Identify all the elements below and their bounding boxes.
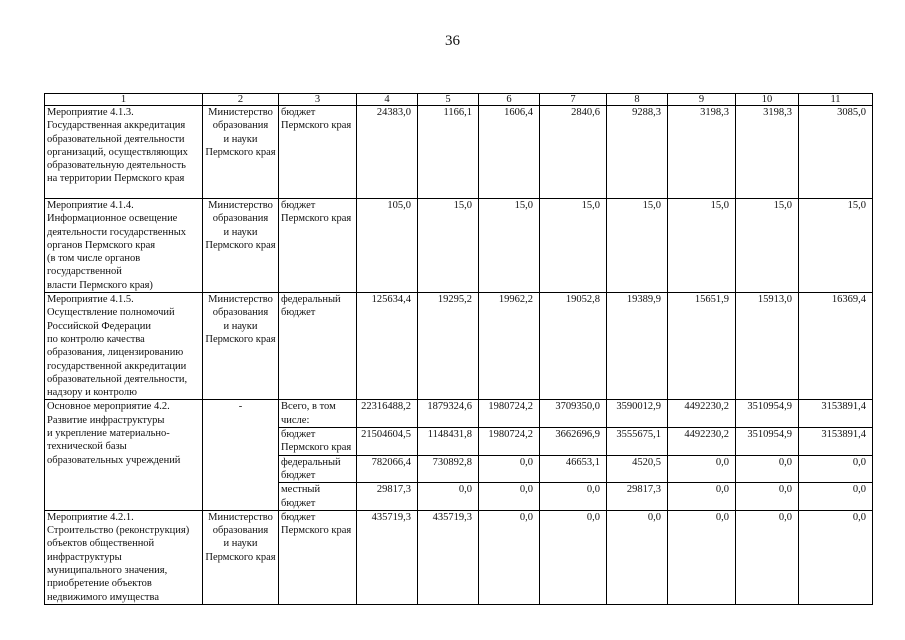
header-cell: 9 [668, 94, 736, 106]
activity-name-cell: Мероприятие 4.1.3. Государственная аккредитация образовательной деятельности организаций, осуществляющих образовательную деятельность на территории Пермского края [45, 106, 203, 199]
value-cell: 15,0 [799, 199, 873, 293]
value-cell: 3085,0 [799, 106, 873, 199]
value-cell: 22316488,2 [357, 400, 418, 428]
value-cell: 46653,1 [540, 455, 607, 483]
executor-cell: Министерство образования и науки Пермского края [203, 510, 279, 604]
value-cell: 105,0 [357, 199, 418, 293]
value-cell: 0,0 [668, 483, 736, 511]
table-row [45, 400, 873, 428]
value-cell: 3662696,9 [540, 428, 607, 456]
funding-source-cell: бюджет Пермского края [279, 428, 357, 456]
value-cell: 0,0 [540, 510, 607, 604]
value-cell: 19389,9 [607, 293, 668, 400]
page-number: 36 [445, 33, 460, 49]
value-cell: 1980724,2 [479, 400, 540, 428]
header-cell: 1 [45, 94, 203, 106]
funding-source-cell: бюджет Пермского края [279, 510, 357, 604]
value-cell: 19052,8 [540, 293, 607, 400]
activity-name-cell: Основное мероприятие 4.2. Развитие инфраструктуры и укрепление материально- технической базы образовательных учреждений [45, 400, 203, 510]
value-cell: 0,0 [607, 510, 668, 604]
funding-source-cell: федеральный бюджет [279, 455, 357, 483]
value-cell: 0,0 [736, 483, 799, 511]
value-cell: 15,0 [479, 199, 540, 293]
value-cell: 1980724,2 [479, 428, 540, 456]
value-cell: 435719,3 [418, 510, 479, 604]
value-cell: 1148431,8 [418, 428, 479, 456]
value-cell: 16369,4 [799, 293, 873, 400]
value-cell: 0,0 [479, 455, 540, 483]
value-cell: 4492230,2 [668, 428, 736, 456]
funding-source-cell: Всего, в том числе: [279, 400, 357, 428]
budget-table [44, 93, 873, 605]
value-cell: 15651,9 [668, 293, 736, 400]
value-cell: 15,0 [540, 199, 607, 293]
value-cell: 435719,3 [357, 510, 418, 604]
header-cell: 4 [357, 94, 418, 106]
value-cell: 1606,4 [479, 106, 540, 199]
header-cell: 7 [540, 94, 607, 106]
value-cell: 1166,1 [418, 106, 479, 199]
activity-name-cell: Мероприятие 4.1.5. Осуществление полномочий Российской Федерации по контролю качества образования, лицензированию государственной аккредитации образовательной деятельности, надзору и контролю [45, 293, 203, 400]
value-cell: 3590012,9 [607, 400, 668, 428]
value-cell: 19295,2 [418, 293, 479, 400]
value-cell: 19962,2 [479, 293, 540, 400]
value-cell: 3709350,0 [540, 400, 607, 428]
value-cell: 0,0 [799, 483, 873, 511]
funding-source-cell: федеральный бюджет [279, 293, 357, 400]
value-cell: 15,0 [668, 199, 736, 293]
value-cell: 3198,3 [668, 106, 736, 199]
value-cell: 0,0 [479, 483, 540, 511]
value-cell: 0,0 [479, 510, 540, 604]
value-cell: 730892,8 [418, 455, 479, 483]
executor-cell: - [203, 400, 279, 510]
value-cell: 125634,4 [357, 293, 418, 400]
funding-source-cell: бюджет Пермского края [279, 199, 357, 293]
header-row [45, 94, 873, 106]
value-cell: 4492230,2 [668, 400, 736, 428]
value-cell: 2840,6 [540, 106, 607, 199]
value-cell: 0,0 [736, 510, 799, 604]
header-cell: 5 [418, 94, 479, 106]
value-cell: 3198,3 [736, 106, 799, 199]
value-cell: 9288,3 [607, 106, 668, 199]
activity-name-cell: Мероприятие 4.1.4. Информационное освещение деятельности государственных органов Пермского края (в том числе органов государственной власти Пермского края) [45, 199, 203, 293]
header-cell: 6 [479, 94, 540, 106]
funding-source-cell: бюджет Пермского края [279, 106, 357, 199]
value-cell: 0,0 [668, 455, 736, 483]
value-cell: 15,0 [418, 199, 479, 293]
executor-cell: Министерство образования и науки Пермского края [203, 106, 279, 199]
table-row [45, 199, 873, 293]
value-cell: 15,0 [736, 199, 799, 293]
value-cell: 0,0 [799, 510, 873, 604]
header-cell: 3 [279, 94, 357, 106]
header-cell: 2 [203, 94, 279, 106]
activity-name-cell: Мероприятие 4.2.1. Строительство (реконструкция) объектов общественной инфраструктуры муниципального значения, приобретение объектов недвижимого имущества [45, 510, 203, 604]
value-cell: 3510954,9 [736, 400, 799, 428]
table-row [45, 293, 873, 400]
header-cell: 8 [607, 94, 668, 106]
value-cell: 0,0 [799, 455, 873, 483]
value-cell: 3510954,9 [736, 428, 799, 456]
value-cell: 15913,0 [736, 293, 799, 400]
value-cell: 29817,3 [607, 483, 668, 511]
value-cell: 29817,3 [357, 483, 418, 511]
value-cell: 782066,4 [357, 455, 418, 483]
value-cell: 3555675,1 [607, 428, 668, 456]
value-cell: 0,0 [540, 483, 607, 511]
header-cell: 11 [799, 94, 873, 106]
value-cell: 3153891,4 [799, 400, 873, 428]
executor-cell: Министерство образования и науки Пермского края [203, 199, 279, 293]
table-row [45, 510, 873, 604]
value-cell: 15,0 [607, 199, 668, 293]
value-cell: 1879324,6 [418, 400, 479, 428]
header-cell: 10 [736, 94, 799, 106]
value-cell: 0,0 [418, 483, 479, 511]
value-cell: 3153891,4 [799, 428, 873, 456]
value-cell: 4520,5 [607, 455, 668, 483]
value-cell: 24383,0 [357, 106, 418, 199]
value-cell: 0,0 [736, 455, 799, 483]
value-cell: 21504604,5 [357, 428, 418, 456]
funding-source-cell: местный бюджет [279, 483, 357, 511]
table-row [45, 106, 873, 199]
value-cell: 0,0 [668, 510, 736, 604]
executor-cell: Министерство образования и науки Пермского края [203, 293, 279, 400]
